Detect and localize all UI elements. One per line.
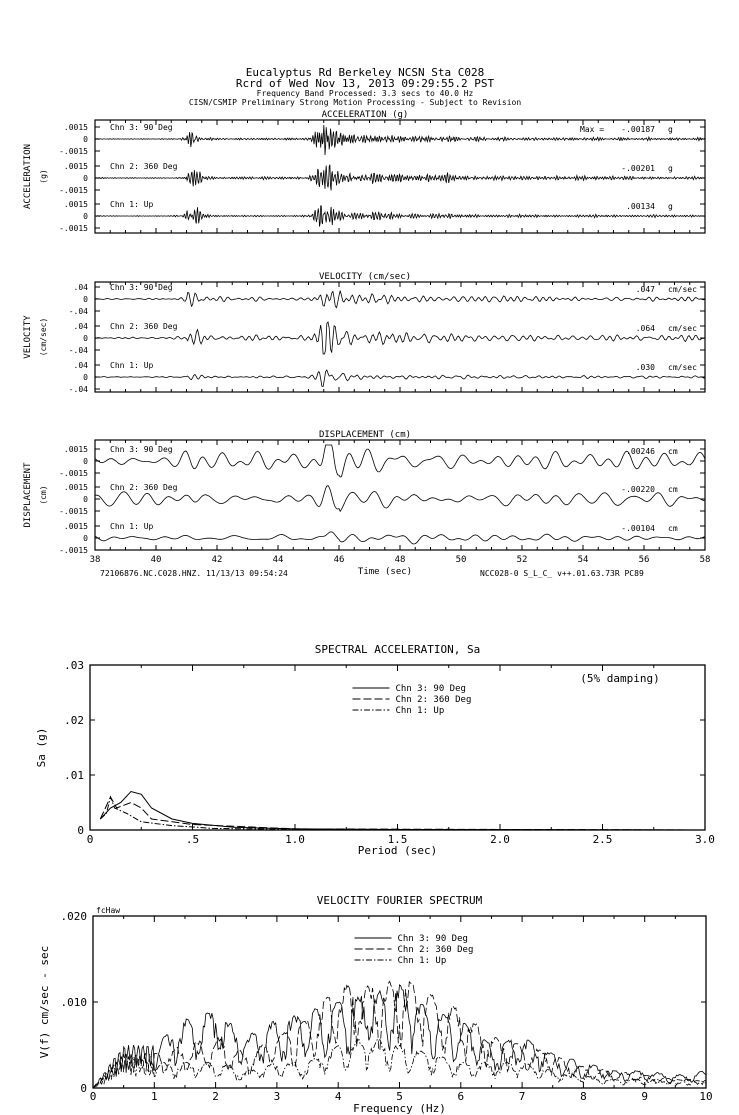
x-tick-label: 4 <box>334 1090 342 1103</box>
series-line-dashed <box>93 981 706 1088</box>
waveform-trace <box>95 291 705 308</box>
x-tick-label: 1 <box>150 1090 158 1103</box>
x-tick-label: 7 <box>518 1090 526 1103</box>
x-tick-label: 40 <box>150 555 162 565</box>
legend-label: Chn 2: 360 Deg <box>395 695 472 705</box>
x-tick-label: 1.0 <box>285 833 305 846</box>
x-tick-label: 3.0 <box>695 833 715 846</box>
y-tick-label: .03 <box>64 659 84 672</box>
channel-max-unit: g <box>668 164 673 173</box>
y-tick-label: .020 <box>60 910 87 923</box>
header-line-3: Frequency Band Processed: 3.3 secs to 40.0 Hz <box>256 89 474 98</box>
panel-unit-label: (g) <box>39 169 48 184</box>
waveform-trace <box>95 486 705 512</box>
y-tick-label: 0 <box>83 334 88 343</box>
series-line-solid <box>100 792 705 831</box>
corner-label: fcHaw <box>96 906 121 915</box>
legend-label: Chn 2: 360 Deg <box>397 945 474 955</box>
channel-max-unit: cm <box>668 524 678 533</box>
x-tick-label: 56 <box>638 555 650 565</box>
channel-label: Chn 1: Up <box>110 200 154 209</box>
x-tick-label: 50 <box>455 555 467 565</box>
x-tick-label: 1.5 <box>387 833 408 846</box>
x-tick-label: 54 <box>577 555 589 565</box>
panel-title: VELOCITY (cm/sec) <box>318 272 412 282</box>
x-tick-label: 5 <box>396 1090 403 1103</box>
channel-max-unit: cm/sec <box>668 363 697 372</box>
chart-title: SPECTRAL ACCELERATION, Sa <box>314 643 481 656</box>
y-tick-label: .0015 <box>63 200 88 209</box>
header-line-2: Rcrd of Wed Nov 13, 2013 09:29:55.2 PST <box>235 77 495 90</box>
y-tick-label: .04 <box>73 322 88 331</box>
panel-title: DISPLACEMENT (cm) <box>318 430 412 440</box>
channel-max-unit: g <box>668 125 673 134</box>
footer-left: 72106876.NC.C028.HNZ. 11/13/13 09:54:24 <box>100 569 288 578</box>
panel-unit-label: (cm) <box>39 485 48 505</box>
channel-label: Chn 2: 360 Deg <box>110 322 178 331</box>
x-tick-label: 2.0 <box>490 833 510 846</box>
time-series-panels <box>23 110 710 578</box>
series-line-solid <box>93 985 706 1088</box>
channel-max-value: .047 <box>635 285 655 294</box>
spectral-acceleration-chart <box>35 643 715 857</box>
y-tick-label: .0015 <box>63 483 88 492</box>
channel-max-unit: cm/sec <box>668 324 697 333</box>
x-tick-label: 58 <box>699 555 711 565</box>
chart-title: VELOCITY FOURIER SPECTRUM <box>316 894 483 907</box>
y-tick-label: -.0015 <box>59 224 88 233</box>
channel-label: Chn 1: Up <box>110 522 154 531</box>
x-tick-label: 46 <box>333 555 345 565</box>
x-tick-label: 2 <box>212 1090 219 1103</box>
x-tick-label: 10 <box>699 1090 713 1103</box>
waveform-trace <box>95 445 705 477</box>
x-tick-label: 44 <box>272 555 284 565</box>
x-tick-label: 0 <box>86 833 94 846</box>
y-tick-label: 0 <box>77 824 84 837</box>
channel-max-value: .00134 <box>626 202 655 211</box>
channel-label: Chn 3: 90 Deg <box>110 283 173 292</box>
y-tick-label: 0 <box>83 534 88 543</box>
y-tick-label: .010 <box>60 996 87 1009</box>
y-tick-label: .01 <box>64 769 84 782</box>
panel-ylabel: ACCELERATION <box>23 143 33 210</box>
y-tick-label: .0015 <box>63 162 88 171</box>
y-tick-label: -.0015 <box>59 507 88 516</box>
damping-note: (5% damping) <box>580 672 660 685</box>
x-tick-label: .5 <box>185 833 200 846</box>
channel-label: Chn 2: 360 Deg <box>110 483 178 492</box>
y-tick-label: .0015 <box>63 123 88 132</box>
x-tick-label: 38 <box>89 555 101 565</box>
waveform-trace <box>95 125 705 155</box>
y-tick-label: 0 <box>80 1082 87 1095</box>
y-tick-label: -.0015 <box>59 147 88 156</box>
channel-max-value: -.00201 <box>621 164 655 173</box>
y-tick-label: .0015 <box>63 522 88 531</box>
channel-max-value: -.00220 <box>621 485 655 494</box>
y-tick-label: 0 <box>83 495 88 504</box>
x-axis-label: Time (sec) <box>357 567 413 577</box>
waveform-trace <box>95 532 705 544</box>
legend-label: Chn 3: 90 Deg <box>397 934 468 944</box>
x-tick-label: 9 <box>641 1090 649 1103</box>
channel-label: Chn 3: 90 Deg <box>110 445 173 454</box>
legend-label: Chn 3: 90 Deg <box>395 684 466 694</box>
panel-ylabel: VELOCITY <box>23 315 33 359</box>
panel-unit-label: (cm/sec) <box>39 317 48 357</box>
legend-label: Chn 1: Up <box>395 706 445 716</box>
waveform-trace <box>95 206 705 227</box>
waveform-trace <box>95 165 705 191</box>
header-line-1: Eucalyptus Rd Berkeley NCSN Sta C028 <box>245 66 485 79</box>
y-tick-label: 0 <box>83 174 88 183</box>
panel-title: ACCELERATION (g) <box>321 110 409 120</box>
channel-label: Chn 2: 360 Deg <box>110 162 178 171</box>
y-tick-label: -.04 <box>68 346 88 355</box>
channel-label: Chn 3: 90 Deg <box>110 123 173 132</box>
channel-max-value: .064 <box>635 324 655 333</box>
x-tick-label: 6 <box>457 1090 465 1103</box>
y-tick-label: .02 <box>64 714 84 727</box>
waveform-trace <box>95 370 705 387</box>
y-tick-label: .0015 <box>63 445 88 454</box>
channel-max-value: -.00187 <box>621 125 655 134</box>
x-axis-label: Period (sec) <box>357 844 438 857</box>
channel-max-unit: cm <box>668 447 678 456</box>
channel-max-value: -.00104 <box>621 524 655 533</box>
footer-right: NCC028-0 S_L_C_ v++.01.63.73R PC89 <box>480 569 644 578</box>
x-tick-label: 8 <box>580 1090 587 1103</box>
y-tick-label: -.0015 <box>59 186 88 195</box>
channel-max-value: .00246 <box>626 447 655 456</box>
y-tick-label: 0 <box>83 212 88 221</box>
channel-max-unit: g <box>668 202 673 211</box>
x-tick-label: 0 <box>89 1090 97 1103</box>
channel-max-unit: cm <box>668 485 678 494</box>
x-tick-label: 42 <box>211 555 223 565</box>
y-tick-label: .04 <box>73 283 88 292</box>
y-tick-label: 0 <box>83 295 88 304</box>
series-line-dashdot <box>100 797 705 830</box>
legend-label: Chn 1: Up <box>397 956 447 966</box>
y-axis-label: V(f) cm/sec - sec <box>38 945 51 1059</box>
channel-max-value: .030 <box>635 363 655 372</box>
series-line-dashed <box>100 797 705 830</box>
y-tick-label: .04 <box>73 361 88 370</box>
x-tick-label: 52 <box>516 555 528 565</box>
header-line-4: CISN/CSMIP Preliminary Strong Motion Processing - Subject to Revision <box>188 98 522 107</box>
y-tick-label: -.04 <box>68 385 88 394</box>
x-tick-label: 3 <box>273 1090 281 1103</box>
channel-max-unit: cm/sec <box>668 285 697 294</box>
x-tick-label: 2.5 <box>592 833 613 846</box>
waveform-trace <box>95 322 705 354</box>
y-tick-label: -.04 <box>68 307 88 316</box>
y-axis-label: Sa (g) <box>35 727 48 768</box>
panel-ylabel: DISPLACEMENT <box>23 462 33 528</box>
y-tick-label: 0 <box>83 457 88 466</box>
y-tick-label: -.0015 <box>59 546 88 555</box>
y-tick-label: -.0015 <box>59 469 88 478</box>
y-tick-label: 0 <box>83 373 88 382</box>
y-tick-label: 0 <box>83 135 88 144</box>
channel-label: Chn 1: Up <box>110 361 154 370</box>
x-axis-label: Frequency (Hz) <box>353 1102 446 1115</box>
max-prefix: Max = <box>580 125 605 134</box>
velocity-fourier-spectrum-chart <box>38 894 713 1115</box>
x-tick-label: 48 <box>394 555 406 565</box>
